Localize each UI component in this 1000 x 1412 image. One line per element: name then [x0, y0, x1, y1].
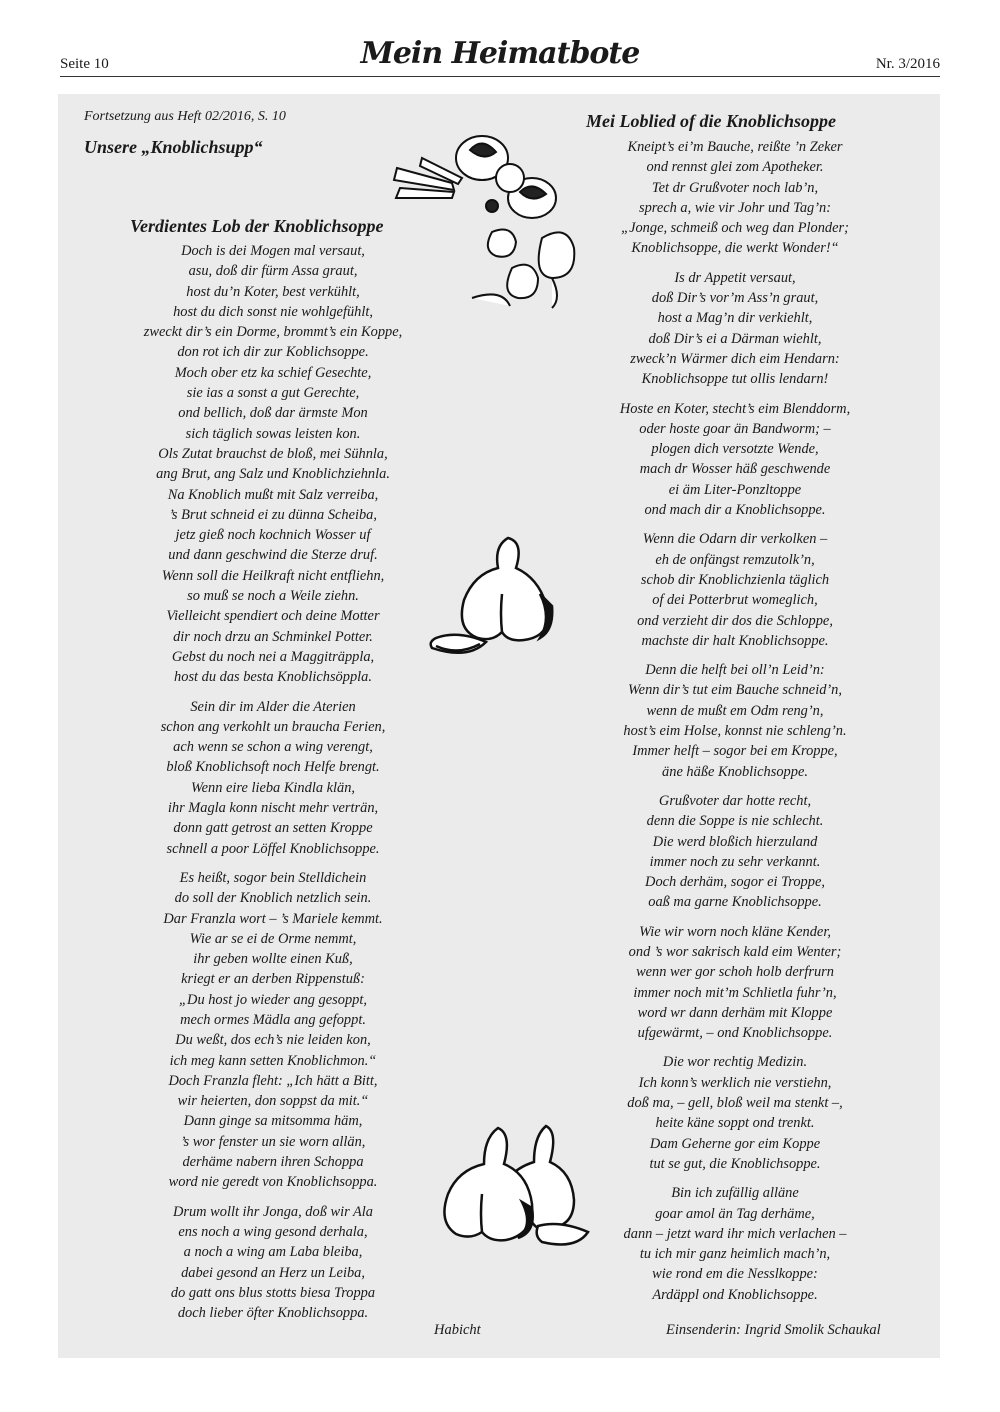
left-poem-line: und dann geschwind die Sterze druf. [168, 547, 378, 564]
right-poem-stanza [590, 1052, 880, 1174]
left-poem-stanza [118, 241, 428, 688]
right-poem-line: goar amol än Tag derhäme, [655, 1205, 815, 1222]
left-poem-line: derhäme nabern ihren Schoppa [182, 1154, 364, 1171]
left-poem-line: Wenn soll die Heilkraft nicht entfliehn, [161, 567, 385, 584]
left-poem-line: Doch is dei Mogen mal versaut, [181, 243, 365, 259]
right-poem-line: ond rennst glei zom Apotheker. [646, 159, 824, 176]
right-poem-stanza [590, 1183, 880, 1305]
right-poem [590, 137, 880, 1314]
left-poem-line: bloß Knoblichsoft noch Helfe brengt. [166, 759, 380, 776]
right-poem-line: tut se gut, die Knoblichsoppe. [649, 1155, 821, 1172]
left-poem-line: ang Brut, ang Salz und Knoblichziehnla. [156, 466, 390, 483]
left-poem-line: Dann ginge sa mitsomma häm, [183, 1113, 363, 1130]
right-poem-line: dann – jetzt ward ihr mich verlachen – [623, 1225, 847, 1242]
garlic-pair-illustration [442, 1122, 594, 1254]
right-poem-line: Immer helft – sogor bei em Kroppe, [632, 743, 838, 760]
left-poem-title: Verdientes Lob der Knoblichsoppe [130, 216, 384, 236]
right-poem-line: doß Dir’s vor’m Ass’n graut, [651, 290, 819, 307]
left-poem-line: kriegt er an derben Rippenstuß: [181, 971, 365, 988]
left-poem-line: Wie ar se ei de Orme nemmt, [189, 930, 357, 947]
right-poem-line: Kneipt’s ei’m Bauche, reißte ’n Zeker [627, 139, 843, 155]
right-poem-line: Die wor rechtig Medizin. [662, 1054, 808, 1071]
left-poem-line: schon ang verkohlt un braucha Ferien, [160, 718, 386, 735]
right-poem-line: ufgewärmt, – ond Knoblichsoppe. [637, 1025, 833, 1042]
right-poem-line: machste dir halt Knoblichsoppe. [641, 632, 829, 649]
right-poem-line: Hoste en Koter, stecht’s eim Blenddorm, [619, 400, 851, 417]
masthead-logo: Mein Heimatbote [360, 36, 640, 71]
left-poem-line: do gatt ons blus stotts biesa Troppa [170, 1284, 376, 1301]
left-poem-line: Drum wollt ihr Jonga, doß wir Ala [172, 1203, 374, 1220]
left-poem-line: Dar Franzla wort – ’s Mariele kemmt. [163, 910, 383, 927]
left-poem-line: ich meg kann setten Knoblichmon.“ [169, 1052, 377, 1069]
left-poem-line: sich täglich sowas leisten kon. [185, 425, 361, 442]
right-signature: Einsenderin: Ingrid Smolik Schaukal [666, 1322, 881, 1338]
right-poem-line: tu ich mir ganz heimlich mach’n, [639, 1246, 831, 1263]
continuation-note: Fortsetzung aus Heft 02/2016, S. 10 [84, 109, 286, 124]
right-poem-line: äne häße Knoblichsoppe. [662, 763, 808, 780]
right-poem-line: Denn die helft bei oll’n Leid’n: [645, 662, 825, 679]
left-poem-line: „Du host jo wieder ang gesoppt, [179, 991, 367, 1008]
left-poem-line: Ols Zutat brauchst de bloß, mei Sühnla, [158, 445, 388, 462]
left-poem-line: ’s Brut schneid ei zu dünna Scheiba, [169, 506, 377, 523]
left-poem-line: doch lieber öfter Knoblichsoppa. [177, 1305, 369, 1322]
left-poem-line: Na Knoblich mußt mit Salz verreiba, [167, 486, 379, 503]
right-poem-line: Ich konn’s werklich nie verstiehn, [638, 1074, 832, 1091]
right-poem-line: ond mach dir a Knoblichsoppe. [644, 502, 826, 519]
left-poem-line: host du’n Koter, best verkühlt, [186, 283, 360, 300]
right-poem-line: heite käne soppt ond trenkt. [655, 1115, 815, 1132]
right-poem-stanza [590, 791, 880, 913]
left-poem [118, 241, 428, 1332]
right-poem-line: Is dr Appetit versaut, [674, 269, 796, 286]
left-poem-line: Du weßt, dos ech’s nie leiden kon, [175, 1032, 371, 1049]
left-poem-line: asu, doß dir fürm Assa graut, [188, 263, 358, 280]
right-poem-line: Wenn dir’s tut eim Bauche schneid’n, [628, 682, 842, 699]
right-poem-line: Die werd bloßich hierzuland [652, 833, 818, 850]
left-poem-line: schnell a poor Löffel Knoblichsoppe. [166, 840, 380, 857]
left-poem-line: ihr geben wollte einen Kuß, [193, 951, 353, 968]
right-poem-stanza [590, 660, 880, 782]
left-poem-line: zweckt dir’s ein Dorme, brommt’s ein Koppe, [143, 324, 403, 341]
right-poem-line: Ardäppl ond Knoblichsoppe. [652, 1286, 818, 1303]
garlic-bulb-illustration [428, 534, 574, 664]
right-poem-stanza [590, 268, 880, 390]
left-poem-line: Moch ober etz ka schief Gesechte, [174, 364, 372, 381]
right-poem-line: wie rond em die Nesslkoppe: [652, 1266, 818, 1283]
right-poem-line: word wr dann derhäm mit Kloppe [637, 1004, 833, 1021]
left-poem-line: dir noch drzu an Schminkel Potter. [173, 628, 373, 645]
right-poem-line: zweck’n Wärmer dich eim Hendarn: [630, 350, 840, 367]
left-poem-line: host du das besta Knoblichsöppla. [174, 669, 372, 686]
left-poem-line: donn gatt getrost an setten Kroppe [173, 820, 373, 837]
left-poem-line: sie ias a sonst a gut Gerechte, [186, 385, 360, 402]
left-poem-line: ’s wor fenster un sie worn allän, [180, 1133, 366, 1150]
right-poem-line: mach dr Wosser häß geschwende [639, 461, 831, 478]
right-poem-line: ei äm Liter-Ponzltoppe [668, 481, 802, 498]
left-poem-line: Wenn eire lieba Kindla klän, [190, 779, 355, 796]
right-poem-line: doß Dir’s ei a Därman wiehlt, [648, 330, 822, 347]
right-poem-line: schob dir Knoblichzienla täglich [640, 571, 830, 588]
left-poem-line: Sein dir im Alder die Aterien [190, 698, 356, 715]
left-poem-line: ens noch a wing gesond derhala, [178, 1223, 368, 1240]
right-poem-line: denn die Soppe is nie schlecht. [646, 813, 824, 830]
right-poem-line: Wie wir worn noch kläne Kender, [639, 923, 831, 940]
right-poem-line: host a Mag’n dir verkiehlt, [657, 310, 813, 327]
right-poem-line: „Jonge, schmeiß och weg dan Plonder; [621, 220, 849, 237]
garlic-braid-illustration [392, 128, 592, 320]
right-poem-line: Wenn die Odarn dir verkolken – [642, 531, 828, 548]
page-header [60, 0, 940, 80]
left-article-title: Unsere „Knoblichsupp“ [84, 137, 263, 157]
left-poem-line: ach wenn se schon a wing verengt, [173, 739, 373, 756]
left-poem-line: a noch a wing am Laba bleiba, [183, 1244, 363, 1261]
right-poem-line: immer noch mit’m Schlietla fuhr’n, [633, 984, 837, 1001]
left-poem-line: jetz gieß noch kochnich Wosser uf [175, 527, 371, 544]
right-poem-line: ond verzieht dir dos die Schloppe, [637, 612, 833, 629]
right-poem-title: Mei Loblied of die Knoblichsoppe [586, 111, 836, 131]
right-poem-stanza [590, 137, 880, 259]
right-poem-stanza [590, 922, 880, 1044]
left-poem-line: dabei gesond an Herz un Leiba, [181, 1264, 365, 1281]
page-number: Seite 10 [60, 56, 109, 72]
right-poem-line: oder hoste goar än Bandworm; – [639, 420, 831, 437]
right-poem-line: immer noch zu sehr verkannt. [649, 853, 821, 870]
right-poem-line: oaß ma garne Knoblichsoppe. [648, 894, 822, 911]
right-poem-line: eh de onfängst remzutolk’n, [655, 551, 815, 568]
left-poem-line: host du dich sonst nie wohlgefühlt, [173, 303, 373, 320]
left-poem-line: Vielleicht spendiert och deine Motter [166, 608, 380, 625]
left-poem-stanza [118, 868, 428, 1193]
right-poem-stanza [590, 529, 880, 651]
right-poem-line: Grußvoter dar hotte recht, [658, 792, 812, 809]
left-poem-line: Es heißt, sogor bein Stelldichein [179, 869, 367, 886]
issue-number: Nr. 3/2016 [875, 56, 940, 72]
left-poem-line: ihr Magla konn nischt mehr verträn, [167, 800, 379, 817]
right-poem-line: ond ’s wor sakrisch kald eim Wenter; [628, 943, 842, 960]
right-poem-line: Doch derhäm, sogor ei Troppe, [645, 874, 825, 891]
left-poem-stanza [118, 697, 428, 859]
right-poem-line: sprech a, wie vir Johr und Tag’n: [639, 199, 831, 216]
right-poem-line: host’s eim Holse, konnst nie schleng’n. [623, 723, 847, 740]
right-poem-stanza [590, 399, 880, 521]
right-poem-line: Dam Geherne gor eim Koppe [649, 1135, 821, 1152]
left-poem-line: do soll der Knoblich netzlich sein. [174, 890, 372, 907]
left-signature: Habicht [434, 1322, 481, 1338]
left-poem-line: so muß se noch a Weile ziehn. [187, 588, 359, 605]
left-poem-line: word nie geredt von Knoblichsoppa. [168, 1174, 378, 1191]
right-poem-line: wenn wer gor schoh holb derfrurn [636, 964, 834, 981]
right-poem-line: Bin ich zufällig alläne [671, 1185, 799, 1202]
header-rule [60, 76, 940, 77]
right-poem-line: Tet dr Grußvoter noch lab’n, [651, 179, 819, 196]
right-poem-line: Knoblichsoppe tut ollis lendarn! [641, 371, 829, 388]
left-poem-stanza [118, 1202, 428, 1324]
right-poem-line: plogen dich versotzte Wende, [651, 441, 819, 458]
left-poem-line: don rot ich dir zur Koblichsoppe. [177, 344, 369, 361]
left-poem-line: Gebst du noch nei a Maggiträppla, [171, 648, 375, 665]
right-poem-line: Knoblichsoppe, die werkt Wonder!“ [631, 240, 839, 257]
right-poem-line: doß ma, – gell, bloß weil ma stenkt –, [627, 1095, 843, 1112]
left-poem-line: wir heierten, don soppst da mit.“ [177, 1093, 369, 1110]
right-poem-line: of dei Potterbrut womeglich, [652, 592, 818, 609]
left-poem-line: mech ormes Mädla ang gefoppt. [180, 1011, 366, 1028]
right-poem-line: wenn de mußt em Odm reng’n, [646, 702, 824, 719]
left-poem-line: ond bellich, doß dar ärmste Mon [178, 405, 368, 422]
left-poem-line: Doch Franzla fleht: „Ich hätt a Bitt, [168, 1072, 378, 1089]
